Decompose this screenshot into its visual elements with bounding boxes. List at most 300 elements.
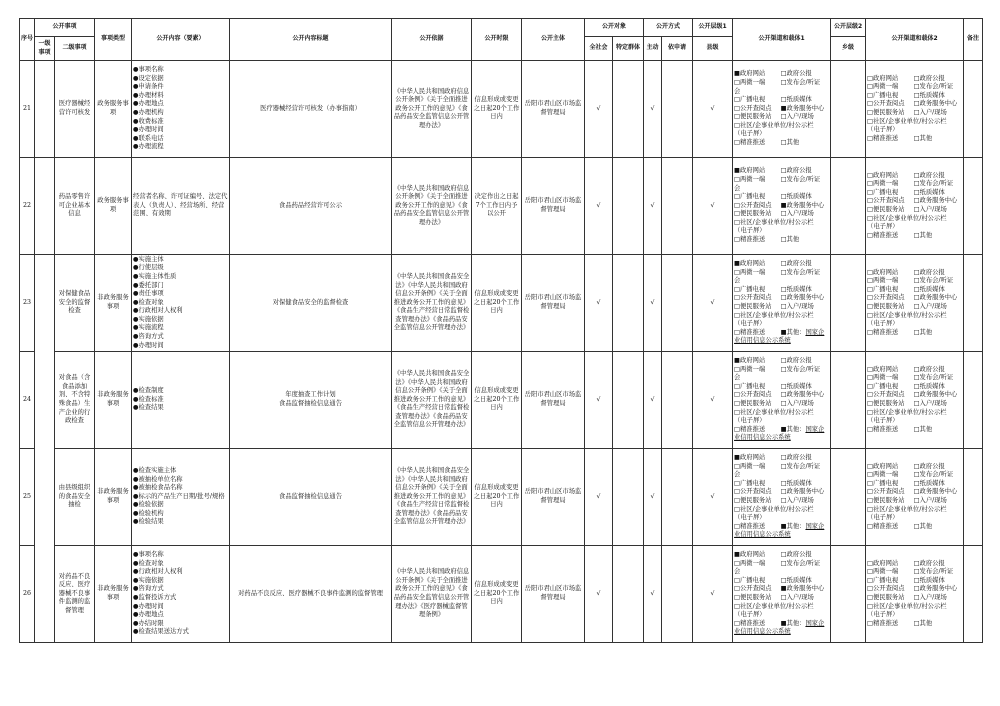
header-tier1: 公开层级1 — [693, 19, 733, 37]
channel-line — [734, 603, 829, 612]
checkbox-mark: □ — [734, 497, 740, 504]
channel-option-label: 发布会/听证 — [786, 268, 821, 276]
content-item: ●实施主体性质 — [133, 272, 177, 280]
channel-option-label: 纸质媒体 — [786, 382, 812, 390]
checkbox-mark: □ — [867, 374, 873, 382]
checkbox-mark: □ — [913, 619, 920, 627]
channel2-cell — [866, 255, 964, 352]
channel-option-door — [914, 303, 961, 312]
channel-option-label: 广播电视 — [873, 285, 899, 293]
channel-option-two-micro — [867, 180, 914, 189]
checkbox-mark: □ — [913, 497, 920, 504]
checkbox-mark: □ — [867, 197, 873, 205]
channel-option-community — [867, 312, 946, 319]
channel-option-label: 精准推送 — [740, 425, 766, 433]
township-cell — [831, 449, 866, 546]
channel-line — [734, 294, 829, 303]
channel-option-label: 发布会/听证 — [919, 471, 954, 479]
channel-option-label: 政务服务中心 — [919, 391, 958, 399]
checkbox-mark: □ — [867, 576, 873, 584]
channel-line — [734, 506, 829, 515]
channel-option-gov-gazette — [781, 167, 828, 176]
table-row — [20, 352, 983, 449]
content-cell — [132, 255, 230, 352]
channel-option-reading — [867, 100, 914, 109]
channel-option-label: 其他： — [786, 328, 806, 336]
content-title-cell: 对药品不良反应、医疗器械不良事件监测的监督管理 — [230, 546, 392, 643]
channel-option-gov-site — [867, 463, 914, 472]
channel-line — [734, 488, 829, 497]
channel-line — [867, 497, 962, 506]
content-item: ●检查制度 — [133, 387, 164, 395]
content-item: ●检验机构 — [133, 509, 164, 517]
channel-option-two-micro — [867, 374, 914, 383]
channel-option-gov-site — [734, 260, 781, 269]
channel-line — [734, 312, 829, 321]
channel-option-label: 便民服务站 — [873, 594, 905, 601]
channel-option-push — [867, 232, 914, 241]
channel-line — [867, 329, 962, 338]
channel-line — [734, 303, 829, 312]
checkbox-mark: □ — [734, 408, 740, 416]
channel1-cell — [733, 255, 831, 352]
checkbox-mark: □ — [867, 328, 873, 336]
checkbox-mark: □ — [867, 522, 873, 530]
channel-option-service — [781, 294, 828, 303]
channel-line — [867, 109, 962, 118]
channel-option-other — [914, 232, 961, 241]
channel-line — [867, 118, 962, 127]
content-cell — [132, 449, 230, 546]
type-cell: 非政务服务事项 — [95, 546, 132, 643]
channel-option-service — [781, 202, 828, 211]
channel-option-community — [734, 506, 813, 513]
specific-cell — [613, 255, 644, 352]
channel-option-convenience — [867, 594, 914, 603]
channel-option-gov-site — [734, 551, 781, 560]
township-cell — [831, 255, 866, 352]
checkbox-mark: □ — [867, 117, 873, 125]
channel-option-label: 两微一端 — [740, 175, 766, 183]
channel-option-convenience — [734, 594, 781, 603]
checkbox-mark: □ — [867, 180, 873, 188]
channel-option-service — [914, 585, 961, 594]
credit-system-link: 国家企 — [805, 425, 825, 433]
checkbox-mark: □ — [780, 268, 787, 276]
channel-option-door — [781, 497, 828, 506]
checkbox-mark: □ — [780, 365, 787, 373]
channel-line — [734, 70, 829, 79]
checkbox-mark: ■ — [734, 260, 740, 268]
checkbox-mark: □ — [780, 260, 787, 268]
channel-option-other — [914, 523, 961, 532]
header-basis: 公开依据 — [392, 19, 472, 61]
content-item: ●实施主体 — [133, 255, 164, 263]
header-type: 事项类型 — [95, 19, 132, 61]
level2-cell: 对保健食品安全的监督检查 — [55, 255, 95, 352]
content-item: ●检验结果 — [133, 518, 164, 526]
channel-option-label: 入户/现场 — [919, 303, 947, 310]
checkbox-mark: □ — [780, 78, 787, 86]
checkbox-mark: □ — [913, 488, 920, 496]
channel-option-label: 广播电视 — [740, 576, 766, 584]
seq-cell: 25 — [20, 449, 35, 546]
channel-line — [734, 594, 829, 603]
channel-option-tv — [734, 193, 781, 202]
all-society-cell: √ — [585, 255, 613, 352]
checkbox-mark: □ — [867, 303, 873, 310]
content-item: ●检查标准 — [133, 395, 164, 403]
specific-cell — [613, 158, 644, 255]
checkbox-mark: □ — [780, 559, 787, 567]
channel-option-label: 其他 — [786, 139, 800, 147]
channel-line — [734, 167, 829, 176]
channel-line — [867, 269, 962, 278]
channel-option-press-cont: 会 — [734, 568, 741, 576]
channel-option-label: 广播电视 — [740, 382, 766, 390]
channel-line — [734, 210, 829, 219]
checkbox-mark: □ — [867, 74, 873, 82]
header-channel2: 公开渠道和载体2 — [866, 19, 964, 61]
channel-line — [867, 409, 962, 418]
channel-option-press — [914, 374, 961, 383]
channel-option-reading — [867, 488, 914, 497]
channel-option-label: 其他： — [786, 425, 806, 433]
checkbox-mark: □ — [734, 218, 740, 226]
channel-line — [867, 506, 962, 515]
channel-option-service — [914, 488, 961, 497]
checkbox-mark: □ — [913, 285, 920, 293]
channel-option-screen: （电子屏） — [867, 611, 899, 619]
channel-option-label: 政府公报 — [919, 462, 945, 470]
basis-cell: 《中华人民共和国食品安全法》《中华人民共和国政府信息公开条例》《关于全面推进政务公开工作的意见》《食品生产经营日常监督检查管理办法》《食品药品安全监管信息公开管理办法》 — [392, 449, 472, 546]
channel-option-label: 纸质媒体 — [786, 193, 812, 201]
checkbox-mark: □ — [913, 559, 920, 567]
checkbox-mark: □ — [734, 210, 740, 218]
channel-option-gov-site — [734, 454, 781, 463]
channel-option-push — [867, 523, 914, 532]
channel-option-label: 政府网站 — [740, 167, 766, 175]
channel-option-label: 两微一端 — [740, 462, 766, 470]
table-row — [20, 546, 983, 643]
content-title-cell: 对保健食品安全的监督检查 — [230, 255, 392, 352]
seq-cell: 22 — [20, 158, 35, 255]
checkbox-mark: □ — [780, 576, 787, 584]
checkbox-mark: □ — [734, 285, 740, 293]
channel-option-reading — [734, 488, 781, 497]
channel-option-convenience — [734, 303, 781, 312]
channel-option-press-cont: 会 — [734, 277, 741, 285]
channel-option-screen: （电子屏） — [867, 126, 899, 134]
content-item: ●检查对象 — [133, 559, 164, 567]
channel-option-label: 发布会/听证 — [919, 83, 954, 91]
channel-option-two-micro — [734, 176, 781, 185]
checkbox-mark: □ — [913, 425, 920, 433]
channel-option-label: 社区/企事业单位/村公示栏 — [740, 505, 814, 513]
channel-option-label: 入户/现场 — [786, 497, 814, 504]
channel-option-label: 政府网站 — [873, 268, 899, 276]
checkbox-mark: □ — [867, 268, 873, 276]
channel-option-label: 社区/企事业单位/村公示栏 — [873, 602, 947, 610]
type-cell: 非政务服务事项 — [95, 255, 132, 352]
checkbox-mark: ■ — [780, 201, 787, 209]
table-row — [20, 61, 983, 158]
checkbox-mark: □ — [734, 602, 740, 610]
time-cell: 信息形成或变更之日起20个工作日内 — [472, 449, 522, 546]
on-request-cell — [662, 546, 693, 643]
channel-option-label: 入户/现场 — [919, 206, 947, 213]
channel-option-label: 政府网站 — [740, 70, 766, 78]
channel-option-label: 发布会/听证 — [786, 175, 821, 183]
specific-cell — [613, 546, 644, 643]
channel-line — [734, 391, 829, 400]
channel-option-label: 社区/企事业单位/村公示栏 — [873, 408, 947, 416]
seq-cell: 21 — [20, 61, 35, 158]
content-cell — [132, 158, 230, 255]
channel-option-label: 发布会/听证 — [919, 374, 954, 382]
checkbox-mark: □ — [734, 104, 740, 112]
channel-option-service — [914, 294, 961, 303]
channel-option-door — [781, 400, 828, 409]
channel-option-gov-site — [867, 269, 914, 278]
content-item: ●申请条件 — [133, 83, 164, 91]
channel-option-gov-gazette — [914, 366, 961, 375]
channel-option-label: 政府公报 — [786, 454, 812, 462]
checkbox-mark: ■ — [734, 70, 740, 78]
channel-option-label: 政府公报 — [919, 365, 945, 373]
channel-option-press-cont: 会 — [734, 184, 741, 192]
channel-option-gov-site — [867, 560, 914, 569]
remark-cell — [964, 255, 983, 352]
channel-option-label: 政府网站 — [740, 357, 766, 365]
channel-option-label: 精准推送 — [873, 231, 899, 239]
checkbox-mark: □ — [780, 167, 787, 175]
basis-cell: 《中华人民共和国政府信息公开条例》《关于全面推进政务公开工作的意见》《食品药品安全监管信息公开管理办法》 — [392, 158, 472, 255]
checkbox-mark: □ — [867, 294, 873, 302]
checkbox-mark: □ — [867, 285, 873, 293]
seq-cell: 24 — [20, 352, 35, 449]
all-society-cell: √ — [585, 449, 613, 546]
level2-cell: 药品零售许可企业基本信息 — [55, 158, 95, 255]
channel-option-label: 政务服务中心 — [786, 201, 825, 209]
header-township: 乡级 — [831, 37, 866, 61]
header-active: 主动 — [644, 37, 662, 61]
channel-option-gov-site — [734, 167, 781, 176]
credit-system-link: 国家企 — [805, 328, 825, 336]
credit-system-link: 业信用信息公示系统 — [734, 434, 791, 442]
checkbox-mark: □ — [780, 303, 787, 310]
channel-line — [734, 139, 829, 148]
time-cell: 决定作出之日起7个工作日内予以公开 — [472, 158, 522, 255]
subject-cell: 岳阳市君山区市场监督管理局 — [522, 255, 585, 352]
channel-option-label: 其他 — [786, 236, 800, 244]
channel-option-screen: （电子屏） — [867, 514, 899, 522]
header-level2: 二级事项 — [55, 37, 95, 61]
type-cell: 政务服务事项 — [95, 158, 132, 255]
channel-line — [867, 620, 962, 629]
channel-option-label: 政务服务中心 — [919, 100, 958, 108]
channel-line — [867, 197, 962, 206]
channel-option-label: 广播电视 — [873, 188, 899, 196]
checkbox-mark: □ — [867, 100, 873, 108]
checkbox-mark: □ — [780, 70, 787, 78]
checkbox-mark: □ — [867, 188, 873, 196]
channel-option-label: 广播电视 — [873, 382, 899, 390]
channel-option-reading — [734, 585, 781, 594]
channel-option-press-cont: 会 — [734, 87, 741, 95]
channel-option-two-micro — [867, 83, 914, 92]
channel-line — [734, 193, 829, 202]
channel-option-label: 入户/现场 — [786, 113, 814, 121]
channel-option-door — [914, 109, 961, 118]
content-item: ●行使层级 — [133, 264, 164, 272]
channel1-cell — [733, 61, 831, 158]
channel-option-label: 两微一端 — [873, 374, 899, 382]
channel-line — [734, 79, 829, 88]
time-cell: 信息形成或变更之日起20个工作日内 — [472, 546, 522, 643]
channel-line — [867, 83, 962, 92]
channel-option-label: 精准推送 — [740, 139, 766, 147]
channel-line — [734, 269, 829, 278]
channel-option-label: 便民服务站 — [873, 303, 905, 310]
channel-option-gov-gazette — [914, 172, 961, 181]
channel-option-label: 便民服务站 — [740, 594, 772, 601]
channel-option-label: 政府公报 — [919, 559, 945, 567]
checkbox-mark: □ — [913, 471, 920, 479]
basis-cell: 《中华人民共和国食品安全法》《中华人民共和国政府信息公开条例》《关于全面推进政务公开工作的意见》《食品生产经营日常监督检查管理办法》《食品药品安全监管信息公开管理办法》 — [392, 255, 472, 352]
channel-option-label: 便民服务站 — [740, 303, 772, 310]
channel-option-label: 社区/企事业单位/村公示栏 — [873, 117, 947, 125]
channel-option-door — [914, 497, 961, 506]
channel-option-label: 发布会/听证 — [919, 277, 954, 285]
channel-option-label: 入户/现场 — [919, 400, 947, 407]
channel-option-label: 纸质媒体 — [786, 285, 812, 293]
channel-option-gov-site — [734, 357, 781, 366]
channel-line — [734, 236, 829, 245]
channel-option-service — [914, 100, 961, 109]
checkbox-mark: □ — [913, 294, 920, 302]
content-item: ●实施依据 — [133, 315, 164, 323]
channel-option-label: 公开查阅点 — [873, 197, 905, 205]
checkbox-mark: □ — [913, 328, 920, 336]
checkbox-mark: □ — [913, 365, 920, 373]
time-cell: 信息形成或变更之日起20个工作日内 — [472, 352, 522, 449]
channel-option-push — [734, 236, 781, 245]
checkbox-mark: □ — [913, 522, 920, 530]
checkbox-mark: □ — [913, 391, 920, 399]
active-cell: √ — [644, 449, 662, 546]
channel-option-label: 其他 — [919, 619, 933, 627]
channel-option-community — [734, 603, 813, 610]
channel2-cell — [866, 449, 964, 546]
channel-line — [734, 560, 829, 569]
content-cell — [132, 61, 230, 158]
checkbox-mark: □ — [780, 294, 787, 302]
header-items: 公开事项 — [35, 19, 95, 37]
channel-option-label: 社区/企事业单位/村公示栏 — [740, 121, 814, 129]
checkbox-mark: ■ — [734, 454, 740, 462]
checkbox-mark: □ — [913, 479, 920, 487]
checkbox-mark: □ — [780, 285, 787, 293]
channel-option-convenience — [867, 206, 914, 215]
header-remark: 备注 — [964, 19, 983, 61]
header-level1: 一级事项 — [35, 37, 55, 61]
channel1-cell — [733, 158, 831, 255]
channel-option-label: 其他 — [919, 134, 933, 142]
checkbox-mark: □ — [780, 175, 787, 183]
content-item: ●责任事项 — [133, 290, 164, 298]
channel-option-label: 政府网站 — [873, 365, 899, 373]
content-item: ●事项名称 — [133, 66, 164, 74]
checkbox-mark: □ — [913, 277, 920, 285]
checkbox-mark: □ — [734, 294, 740, 302]
channel-option-two-micro — [867, 471, 914, 480]
subject-cell: 岳阳市君山区市场监督管理局 — [522, 352, 585, 449]
checkbox-mark: □ — [780, 454, 787, 462]
checkbox-mark: □ — [734, 559, 740, 567]
checkbox-mark: □ — [913, 231, 920, 239]
channel-option-label: 便民服务站 — [873, 497, 905, 504]
channel-option-label: 精准推送 — [873, 134, 899, 142]
time-cell: 信息形成或变更之日起20个工作日内 — [472, 255, 522, 352]
subject-cell: 岳阳市君山区市场监督管理局 — [522, 61, 585, 158]
channel-line — [867, 180, 962, 189]
on-request-cell — [662, 449, 693, 546]
channel-option-label: 精准推送 — [740, 328, 766, 336]
disclosure-table-sheet — [19, 18, 980, 643]
channel-option-reading — [734, 294, 781, 303]
checkbox-mark: □ — [867, 408, 873, 416]
channel-option-label: 社区/企事业单位/村公示栏 — [740, 311, 814, 319]
checkbox-mark: □ — [913, 400, 920, 407]
checkbox-mark: □ — [734, 462, 740, 470]
channel-option-label: 发布会/听证 — [786, 559, 821, 567]
type-cell: 非政务服务事项 — [95, 352, 132, 449]
checkbox-mark: □ — [867, 568, 873, 576]
content-item: ●办理时间 — [133, 341, 164, 349]
checkbox-mark: □ — [734, 96, 740, 104]
channel-option-label: 政务服务中心 — [786, 391, 825, 399]
checkbox-mark: □ — [734, 425, 740, 433]
channel-line — [867, 374, 962, 383]
channel-line — [734, 400, 829, 409]
channel-option-label: 纸质媒体 — [786, 576, 812, 584]
content-item: ●办理机构 — [133, 109, 164, 116]
channel-option-label: 公开查阅点 — [740, 294, 772, 302]
header-on-request: 依申请 — [662, 37, 693, 61]
channel-option-other — [914, 426, 961, 435]
content-item: 经营者名称、许可证编号、法定代表人（负责人）、经营场所、经营范围、有效期 — [133, 193, 228, 218]
channel-option-label: 政府网站 — [873, 559, 899, 567]
channel-line — [734, 366, 829, 375]
channel-option-label: 其他 — [919, 231, 933, 239]
level1-cell — [35, 158, 55, 255]
checkbox-mark: □ — [913, 83, 920, 91]
channel-option-label: 公开查阅点 — [873, 294, 905, 302]
channel-option-press-cont: 会 — [734, 471, 741, 479]
channel-option-screen: （电子屏） — [867, 320, 899, 328]
channel-option-two-micro — [734, 560, 781, 569]
channel-option-label: 公开查阅点 — [740, 488, 772, 496]
channel-line — [867, 400, 962, 409]
channel-option-other — [914, 329, 961, 338]
channel-option-gov-site — [867, 366, 914, 375]
channel-option-press — [914, 277, 961, 286]
channel-option-push — [867, 329, 914, 338]
checkbox-mark: □ — [734, 522, 740, 530]
channel-line — [734, 202, 829, 211]
checkbox-mark: □ — [867, 488, 873, 496]
